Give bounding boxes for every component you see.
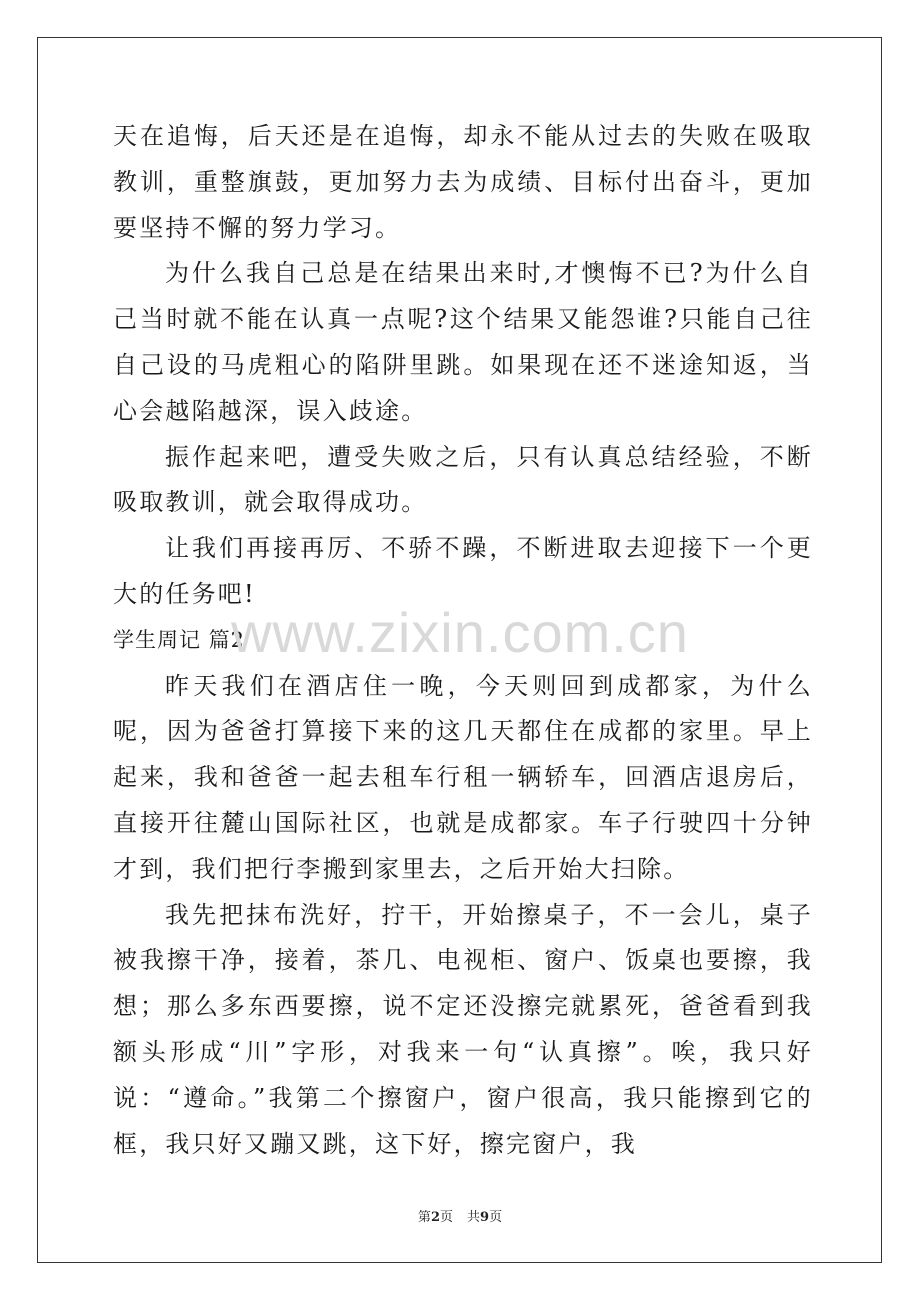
footer-total-prefix: 共 <box>467 1210 481 1225</box>
footer-total-suffix: 页 <box>489 1210 503 1225</box>
footer-page-current: 2 <box>430 1210 440 1225</box>
footer-page-total: 9 <box>480 1210 490 1225</box>
footer-page-prefix: 第 <box>417 1210 431 1225</box>
watermark: www.zixin.com.cn <box>231 601 689 664</box>
paragraph-4: 让我们再接再厉、不骄不躁，不断进取去迎接下一个更大的任务吧! <box>113 534 813 608</box>
paragraph-2: 为什么我自己总是在结果出来时,才懊悔不已?为什么自己当时就不能在认真一点呢?这个结果又能怨谁?只能自己往自己设的马虎粗心的陷阱里跳。如果现在还不迷途知返，当心会越陷越深，误入歧途。 <box>113 259 813 425</box>
footer-page-mid: 页 <box>439 1210 453 1225</box>
paragraph-6: 我先把抹布洗好，拧干，开始擦桌子，不一会儿，桌子被我擦干净，接着，茶几、电视柜、窗户、饭桌也要擦，我想；那么多东西要擦，说不定还没擦完就累死，爸爸看到我额头形成“川”字形，对我来一句“认真擦”。唉，我只好说：“遵命。”我第二个擦窗户，窗户很高，我只能擦到它的框，我只好又蹦又跳，这下好，擦完窗户，我 <box>113 900 813 1158</box>
page-footer <box>0 1206 920 1225</box>
paragraph-3: 振作起来吧，遭受失败之后，只有认真总结经验，不断吸取教训，就会取得成功。 <box>113 442 813 517</box>
document-body <box>113 114 813 1167</box>
paragraph-1: 天在追悔，后天还是在追悔，却永不能从过去的失败在吸取教训，重整旗鼓，更加努力去为成绩、目标付出奋斗，更加要坚持不懈的努力学习。 <box>113 122 813 242</box>
paragraph-5: 昨天我们在酒店住一晚，今天则回到成都家，为什么呢，因为爸爸打算接下来的这几天都住在成都的家里。早上起来，我和爸爸一起去租车行租一辆轿车，回酒店退房后，直接开往麓山国际社区，也就是成都家。车子行驶四十分钟才到，我们把行李搬到家里去，之后开始大扫除。 <box>113 671 813 883</box>
section-heading: 学生周记 篇2 <box>113 627 246 652</box>
